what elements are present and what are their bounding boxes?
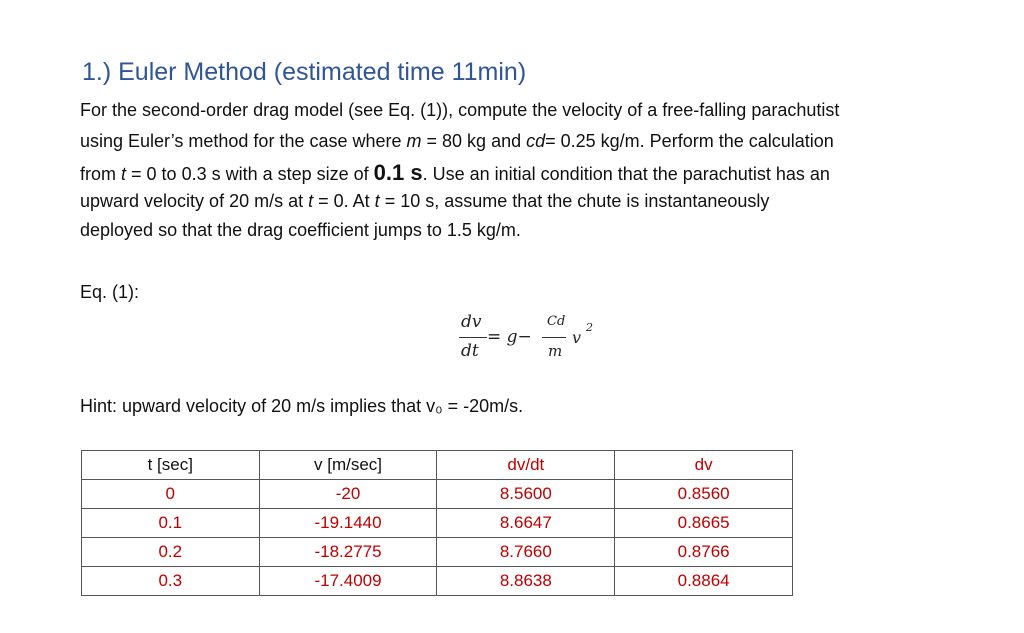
eq-m: m [548,342,563,360]
header-dv: dv [615,451,793,480]
cell-dvdt: 8.6647 [437,509,615,538]
var-t: t [121,164,127,184]
eq-dt: dt [461,341,479,361]
eq-fraction-bar-2 [542,337,566,338]
var-m: m [406,131,422,151]
statement-line-1: For the second-order drag model (see Eq. (1)), compute the velocity of a free-falling parachutist [80,100,840,120]
table-row [82,509,793,538]
table-row [82,480,793,509]
eq-fraction-bar [459,337,487,338]
header-t: t [sec] [82,451,260,480]
euler-results-table [81,450,793,596]
cell-v: -20 [259,480,437,509]
cell-dvdt: 8.8638 [437,567,615,596]
statement-line-4: upward velocity of 20 m/s at t = 0. At t = 10 s, assume that the chute is instantaneously [80,191,770,211]
eq-dv: dv [461,312,482,332]
statement-line-2: using Euler’s method for the case where m = 80 kg and cd= 0.25 kg/m. Perform the calculation [80,131,834,151]
var-t: t [308,191,314,211]
statement-line-3: from t = 0 to 0.3 s with a step size of 0.1 s. Use an initial condition that the parachutist has an [80,160,830,185]
eq-exponent: 2 [586,321,593,334]
cell-v: -18.2775 [259,538,437,567]
header-dvdt: dv/dt [437,451,615,480]
cell-dvdt: 8.5600 [437,480,615,509]
page-title: 1.) Euler Method (estimated time 11min) [82,58,527,86]
table-row [82,538,793,567]
cell-t: 0 [82,480,260,509]
var-t: t [374,191,380,211]
cell-t: 0.2 [82,538,260,567]
eq-v: v [572,328,582,347]
var-cd: cd [526,131,546,151]
table-row [82,567,793,596]
equation-label: Eq. (1): [80,282,140,302]
cell-t: 0.3 [82,567,260,596]
cell-dv: 0.8665 [615,509,793,538]
header-v: v [m/sec] [259,451,437,480]
step-size: 0.1 s [373,160,423,185]
cell-v: -19.1440 [259,509,437,538]
cell-dv: 0.8766 [615,538,793,567]
eq-g-term: = g− [487,327,532,347]
cell-dvdt: 8.7660 [437,538,615,567]
eq-cd: Cd [547,314,566,329]
problem-statement [80,95,980,244]
hint-text: Hint: upward velocity of 20 m/s implies that v₀ = -20m/s. [80,396,524,416]
cell-t: 0.1 [82,509,260,538]
statement-line-5: deployed so that the drag coefficient jumps to 1.5 kg/m. [80,220,521,240]
cell-v: -17.4009 [259,567,437,596]
cell-dv: 0.8864 [615,567,793,596]
table-header-row [82,451,793,480]
cell-dv: 0.8560 [615,480,793,509]
drag-equation [455,310,615,370]
